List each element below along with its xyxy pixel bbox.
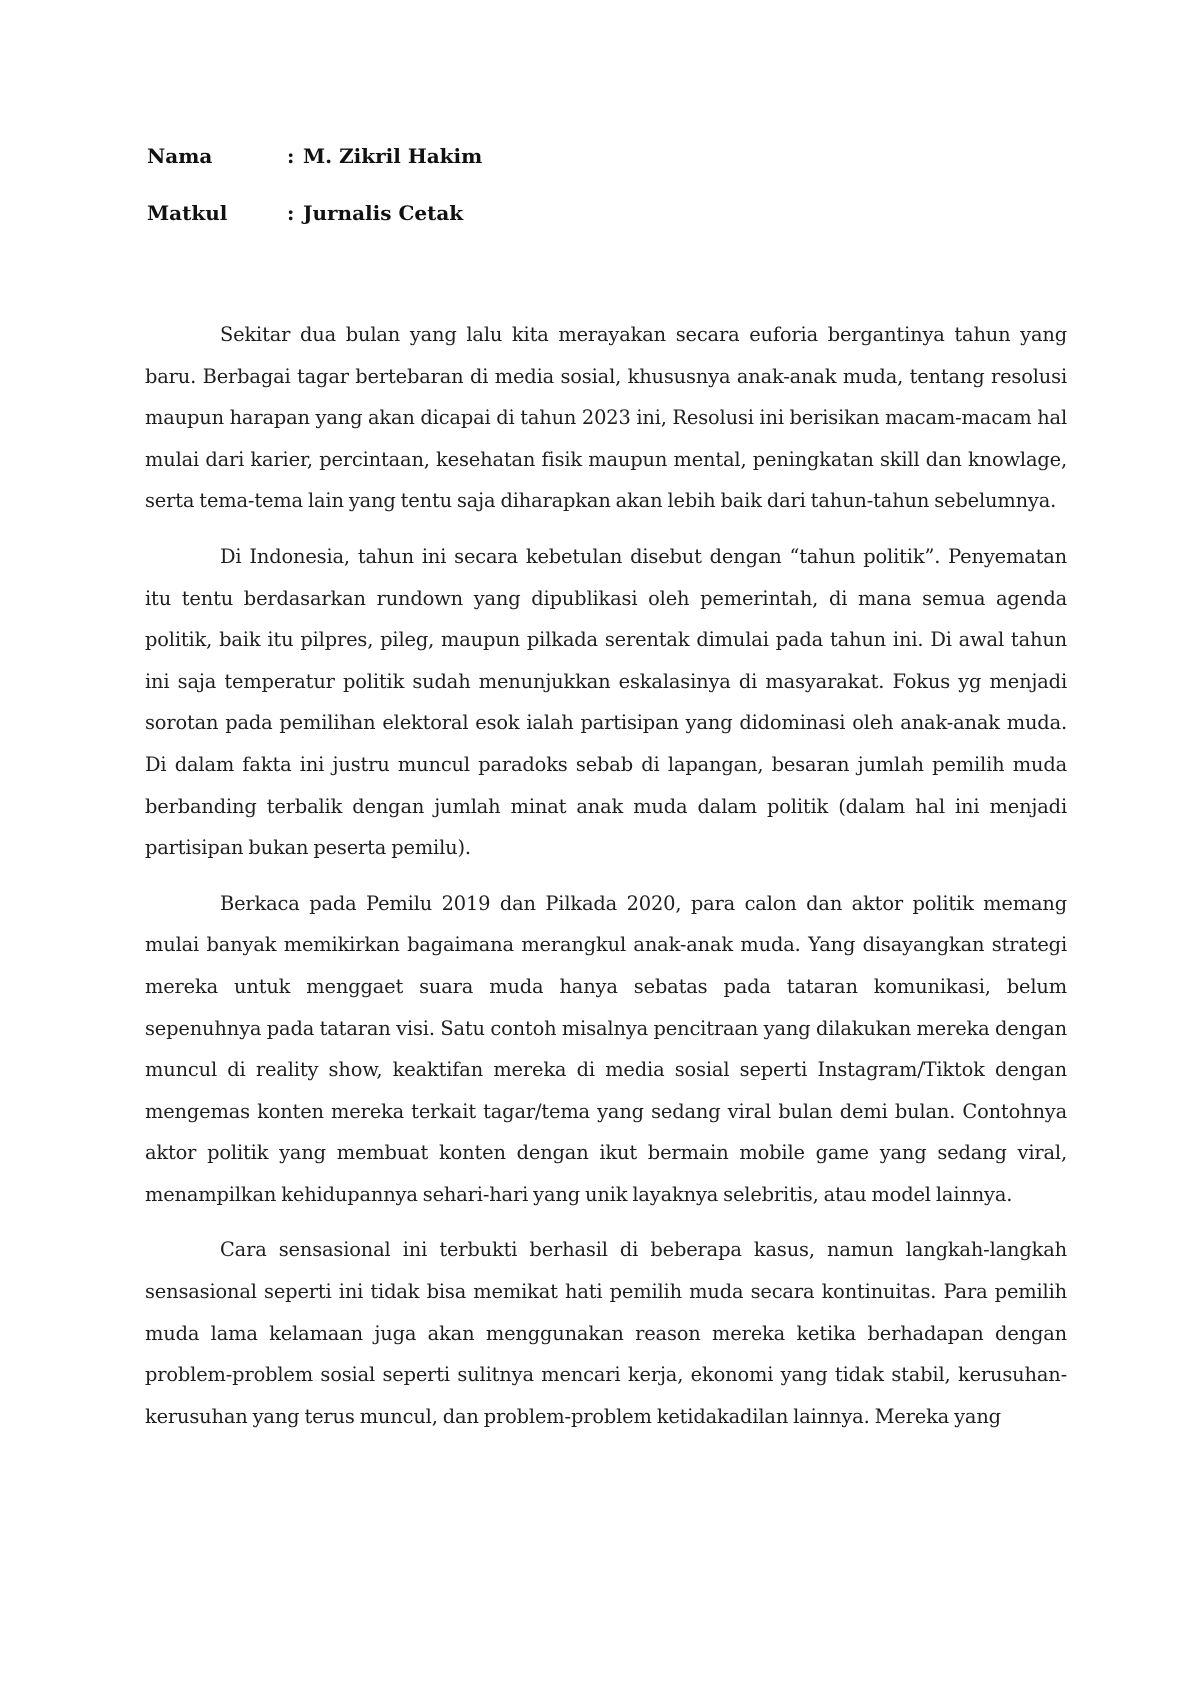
- paragraph-2: Di Indonesia, tahun ini secara kebetulan disebut dengan “tahun politik”. Penyematan itu tentu berdasarkan rundown yang dipublikasi oleh pemerintah, di mana semua agenda politik, baik itu pilpres, pileg, maupun pilkada serentak dimulai pada tahun ini. Di awal tahun ini saja temperatur politik sudah menunjukkan eskalasinya di masyarakat. Fokus yg menjadi sorotan pada pemilihan elektoral esok ialah partisipan yang didominasi oleh anak-anak muda. Di dalam fakta ini justru muncul paradoks sebab di lapangan, besaran jumlah pemilih muda berbanding terbalik dengan jumlah minat anak muda dalam politik (dalam hal ini menjadi partisipan bukan peserta pemilu).: [145, 544, 1067, 860]
- course-value: Jurnalis Cetak: [303, 201, 464, 225]
- course-row: [147, 199, 1067, 227]
- paragraph-1: Sekitar dua bulan yang lalu kita merayakan secara euforia bergantinya tahun yang baru. Berbagai tagar bertebaran di media sosial, khususnya anak-anak muda, tentang resolusi maupun harapan yang akan dicapai di tahun 2023 ini, Resolusi ini berisikan macam-macam hal mulai dari karier, percintaan, kesehatan fisik maupun mental, peningkatan skill dan knowlage, serta tema-tema lain yang tentu saja diharapkan akan lebih baik dari tahun-tahun sebelumnya.: [145, 323, 1067, 513]
- name-separator: :: [287, 144, 295, 168]
- course-separator: :: [287, 201, 295, 225]
- name-label: Nama: [147, 144, 213, 168]
- paragraph-4: Cara sensasional ini terbukti berhasil di beberapa kasus, namun langkah-langkah sensasional seperti ini tidak bisa memikat hati pemilih muda secara kontinuitas. Para pemilih muda lama kelamaan juga akan menggunakan reason mereka ketika berhadapan dengan problem-problem sosial seperti sulitnya mencari kerja, ekonomi yang tidak stabil, kerusuhan-kerusuhan yang terus muncul, dan problem-problem ketidakadilan lainnya. Mereka yang: [145, 1238, 1067, 1428]
- name-row: [147, 142, 1067, 170]
- course-label: Matkul: [147, 201, 228, 225]
- document-body: [145, 314, 1067, 1451]
- paragraph-3: Berkaca pada Pemilu 2019 dan Pilkada 2020, para calon dan aktor politik memang mulai banyak memikirkan bagaimana merangkul anak-anak muda. Yang disayangkan strategi mereka untuk menggaet suara muda hanya sebatas pada tataran komunikasi, belum sepenuhnya pada tataran visi. Satu contoh misalnya pencitraan yang dilakukan mereka dengan muncul di reality show, keaktifan mereka di media sosial seperti Instagram/Tiktok dengan mengemas konten mereka terkait tagar/tema yang sedang viral bulan demi bulan. Contohnya aktor politik yang membuat konten dengan ikut bermain mobile game yang sedang viral, menampilkan kehidupannya sehari-hari yang unik layaknya selebritis, atau model lainnya.: [145, 891, 1067, 1206]
- name-value: M. Zikril Hakim: [303, 144, 483, 168]
- document-header: [147, 142, 1067, 256]
